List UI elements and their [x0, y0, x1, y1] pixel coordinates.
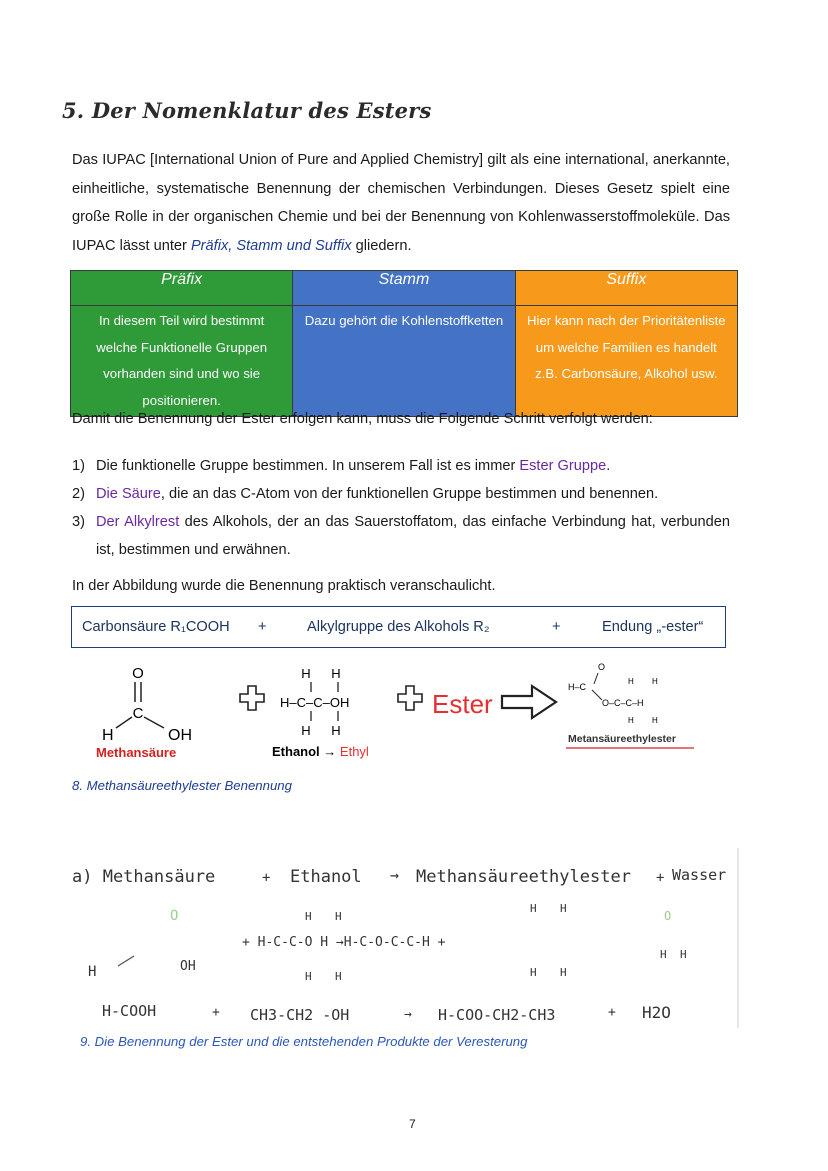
table-cell-suffix: Hier kann nach der Prioritätenliste um welche Familien es handelt z.B. Carbonsäure, Alkohol usw.: [515, 306, 737, 417]
hand-atom-h: H: [335, 910, 342, 923]
atom-h: H: [301, 723, 311, 738]
table-cell-prefix: In diesem Teil wird bestimmt welche Funktionelle Gruppen vorhanden sind und wo sie positionieren.: [71, 306, 293, 417]
list-item: [72, 452, 730, 480]
atom-h: H: [301, 666, 311, 681]
hand-atom-h: H: [530, 902, 537, 915]
atom-h: H: [652, 716, 658, 725]
intro-text: Das IUPAC [International Union of Pure and Applied Chemistry] gilt als eine international, anerkannte, einheitliche, systematische Benennung der chemischen Verbindungen. Dieses Gesetz spielt eine große Rolle in der organischen Chemie und bei der Benennung von Kohlenwasserstoffmoleküle. Das IUPAC lässt unter: [72, 152, 730, 254]
hand-middle-expression: + H-C-C-O H →H-C-O-C-C-H +: [242, 935, 446, 950]
steps-list: [72, 452, 730, 564]
hand-plus: +: [212, 1005, 220, 1020]
figure-intro: In der Abbildung wurde die Benennung praktisch veranschaulicht.: [72, 578, 496, 594]
atom-oh: OH: [168, 727, 192, 744]
hand-plus: +: [656, 870, 665, 886]
step-highlight: Die Säure: [96, 486, 161, 502]
step-text-end: , die an das C-Atom von der funktionellen Gruppe bestimmen und benennen.: [160, 486, 659, 502]
table-cell-stem: Dazu gehört die Kohlenstoffketten: [293, 306, 515, 417]
table-header-stem: Stamm: [293, 271, 515, 306]
formula-plus: +: [552, 619, 561, 635]
formula-acid: Carbonsäure R₁COOH: [82, 619, 230, 635]
list-item: [72, 480, 730, 508]
hand-atom-h: H: [530, 966, 537, 979]
list-item: [72, 508, 730, 564]
table-header-prefix: Präfix: [71, 271, 293, 306]
step-number: 1): [72, 458, 85, 474]
steps-intro: Damit die Benennung der Ester erfolgen kann, muss die Folgende Schritt verfolgt werden:: [72, 411, 653, 427]
atom-h: H: [102, 727, 114, 744]
step-text-end: des Alkohols, der an das Sauerstoffatom, das einfache Verbindung hat, verbunden ist, bestimmen und erwähnen.: [96, 514, 731, 558]
hand-plus: +: [608, 1005, 616, 1020]
step-text: Die funktionelle Gruppe bestimmen. In unserem Fall ist es immer: [96, 458, 520, 474]
hand-bottom-acid: H-COOH: [102, 1002, 157, 1020]
product-top: H–C: [568, 682, 587, 692]
page-number: 7: [409, 1117, 416, 1131]
reaction-arrow-icon: [502, 686, 556, 718]
nomenclature-table: [70, 270, 738, 417]
hand-atom-h: H: [660, 948, 667, 961]
ester-product-structure: [566, 662, 694, 748]
atom-o: O: [132, 665, 144, 682]
hand-bottom-alcohol: CH3-CH2 -OH: [250, 1006, 350, 1024]
step-text-end: .: [606, 458, 611, 474]
figure-caption-8: 8. Methansäureethylester Benennung: [72, 778, 292, 793]
alcohol-label: Ethanol → Ethyl: [272, 744, 369, 759]
ester-word: Ester: [432, 689, 493, 719]
hand-water: Wasser: [672, 866, 727, 884]
atom-h: H: [628, 716, 634, 725]
hand-atom-h: H: [88, 964, 97, 980]
atom-c: C: [132, 705, 144, 722]
hand-atom-h: H: [305, 910, 312, 923]
atom-h: H: [628, 677, 634, 686]
ethanol-structure: [272, 666, 369, 759]
hand-product: Methansäureethylester: [416, 867, 631, 887]
formula-alkyl: Alkylgruppe des Alkohols R₂: [307, 619, 490, 635]
hand-bottom-water: H2O: [642, 1003, 671, 1022]
hand-atom-h: H: [335, 970, 342, 983]
hand-atom-o: O: [170, 908, 179, 924]
step-number: 3): [72, 514, 85, 530]
intro-text-end: gliedern.: [351, 237, 412, 254]
plus-icon: [398, 686, 422, 710]
hand-atom-o: O: [664, 909, 672, 923]
hand-arrow: →: [390, 866, 400, 884]
hand-acid: a) Methansäure: [72, 867, 216, 887]
formula-plus: +: [258, 619, 267, 635]
hand-atom-h: H: [560, 902, 567, 915]
hand-atom-h: H: [560, 966, 567, 979]
ethanol-chain: H–C–C–OH: [280, 695, 350, 710]
general-formula-box: [71, 606, 726, 648]
hand-ethanol: Ethanol: [290, 867, 362, 887]
formula-ending: Endung „-ester“: [602, 619, 704, 635]
esterification-naming-figure: [80, 660, 740, 770]
atom-h: H: [652, 677, 658, 686]
intro-paragraph: [72, 146, 730, 260]
step-highlight: Der Alkylrest: [96, 514, 180, 530]
atom-h: H: [331, 723, 341, 738]
methanoic-acid-structure: [96, 665, 192, 760]
hand-bottom-ester: H-COO-CH2-CH3: [438, 1006, 556, 1024]
atom-o: O: [598, 662, 606, 672]
hand-atom-oh: OH: [180, 959, 196, 974]
step-number: 2): [72, 486, 85, 502]
hand-arrow: →: [404, 1007, 412, 1022]
figure-caption-9: 9. Die Benennung der Ester und die entstehenden Produkte der Veresterung: [80, 1034, 528, 1049]
section-heading: 5. Der Nomenklatur des Esters: [62, 98, 432, 123]
hand-atom-h: H: [680, 948, 687, 961]
product-chain: O–C–C–H: [602, 698, 644, 708]
handwritten-reaction-figure: [60, 848, 750, 1028]
hand-plus: +: [262, 870, 271, 886]
intro-highlight: Präfix, Stamm und Suffix: [190, 237, 352, 254]
atom-h: H: [331, 666, 341, 681]
product-label: Metansäureethylester: [568, 733, 676, 745]
plus-icon: [240, 686, 264, 710]
step-highlight: Ester Gruppe: [519, 458, 607, 474]
hand-atom-h: H: [305, 970, 312, 983]
table-header-suffix: Suffix: [515, 271, 737, 306]
acid-label: Methansäure: [96, 745, 177, 760]
